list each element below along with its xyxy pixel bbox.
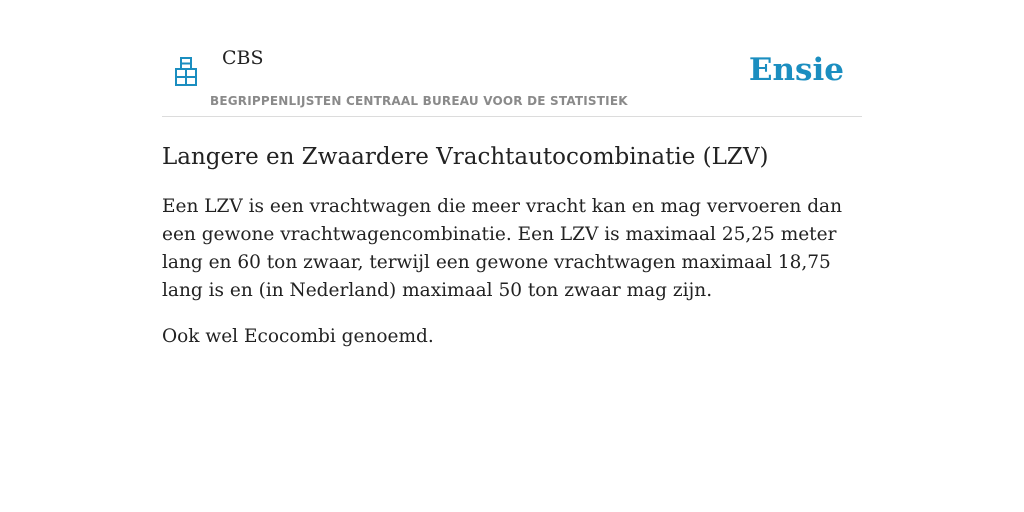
content-container	[162, 0, 862, 351]
definition-text: Een LZV is een vrachtwagen die meer vracht kan en mag vervoeren dan een gewone vrachtwagencombinatie. Een LZV is maximaal 25,25 meter lang en 60 ton zwaar, terwijl een gewone vrachtwagen maximaal 18,75 lang is en (in Nederland) maximaal 50 ton zwaar mag zijn.	[162, 196, 842, 301]
ensie-logo-link[interactable]: Ensie	[748, 52, 844, 88]
org-name[interactable]: CBS	[222, 47, 264, 69]
cbs-logo-icon[interactable]	[174, 55, 198, 87]
org-subtitle: BEGRIPPENLIJSTEN CENTRAAL BUREAU VOOR DE STATISTIEK	[210, 94, 628, 108]
term-title: Langere en Zwaardere Vrachtautocombinatie (LZV)	[162, 144, 769, 170]
note-text: Ook wel Ecocombi genoemd.	[162, 326, 434, 347]
header	[162, 0, 862, 117]
